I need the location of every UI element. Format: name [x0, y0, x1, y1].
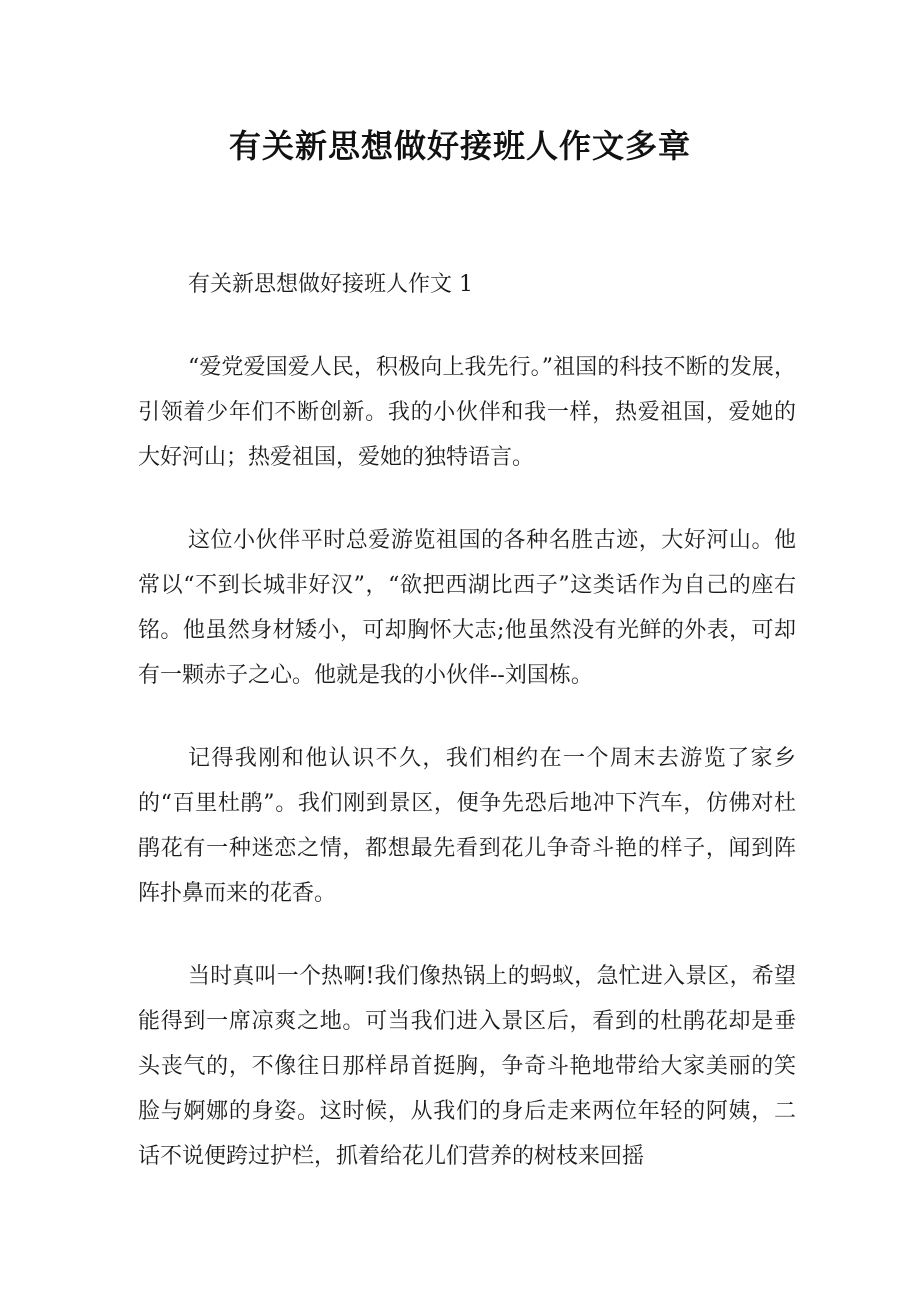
paragraph-1: “爱党爱国爱人民，积极向上我先行。”祖国的科技不断的发展，引领着少年们不断创新。我的小伙伴和我一样，热爱祖国，爱她的大好河山；热爱祖国，爱她的独特语言。	[138, 355, 796, 470]
section-heading: 有关新思想做好接班人作文 1	[188, 272, 473, 297]
document-title: 有关新思想做好接班人作文多章	[228, 127, 691, 165]
paragraph-4: 当时真叫一个热啊!我们像热锅上的蚂蚁，急忙进入景区，希望能得到一席凉爽之地。可当我们进入景区后，看到的杜鹃花却是垂头丧气的，不像往日那样昂首挺胸，争奇斗艳地带给大家美丽的笑脸与婀娜的身姿。这时候，从我们的身后走来两位年轻的阿姨，二话不说便跨过护栏，抓着给花儿们营养的树枝来回摇	[138, 964, 796, 1169]
paragraph-3: 记得我刚和他认识不久，我们相约在一个周末去游览了家乡的“百里杜鹃”。我们刚到景区，便争先恐后地冲下汽车，仿佛对杜鹃花有一种迷恋之情，都想最先看到花儿争奇斗艳的样子，闻到阵阵扑鼻而来的花香。	[138, 746, 796, 906]
document-body	[138, 262, 796, 1217]
paragraph-2: 这位小伙伴平时总爱游览祖国的各种名胜古迹，大好河山。他常以“不到长城非好汉”，“欲把西湖比西子”这类话作为自己的座右铭。他虽然身材矮小，可却胸怀大志;他虽然没有光鲜的外表，可却有一颗赤子之心。他就是我的小伙伴--刘国栋。	[138, 528, 796, 688]
